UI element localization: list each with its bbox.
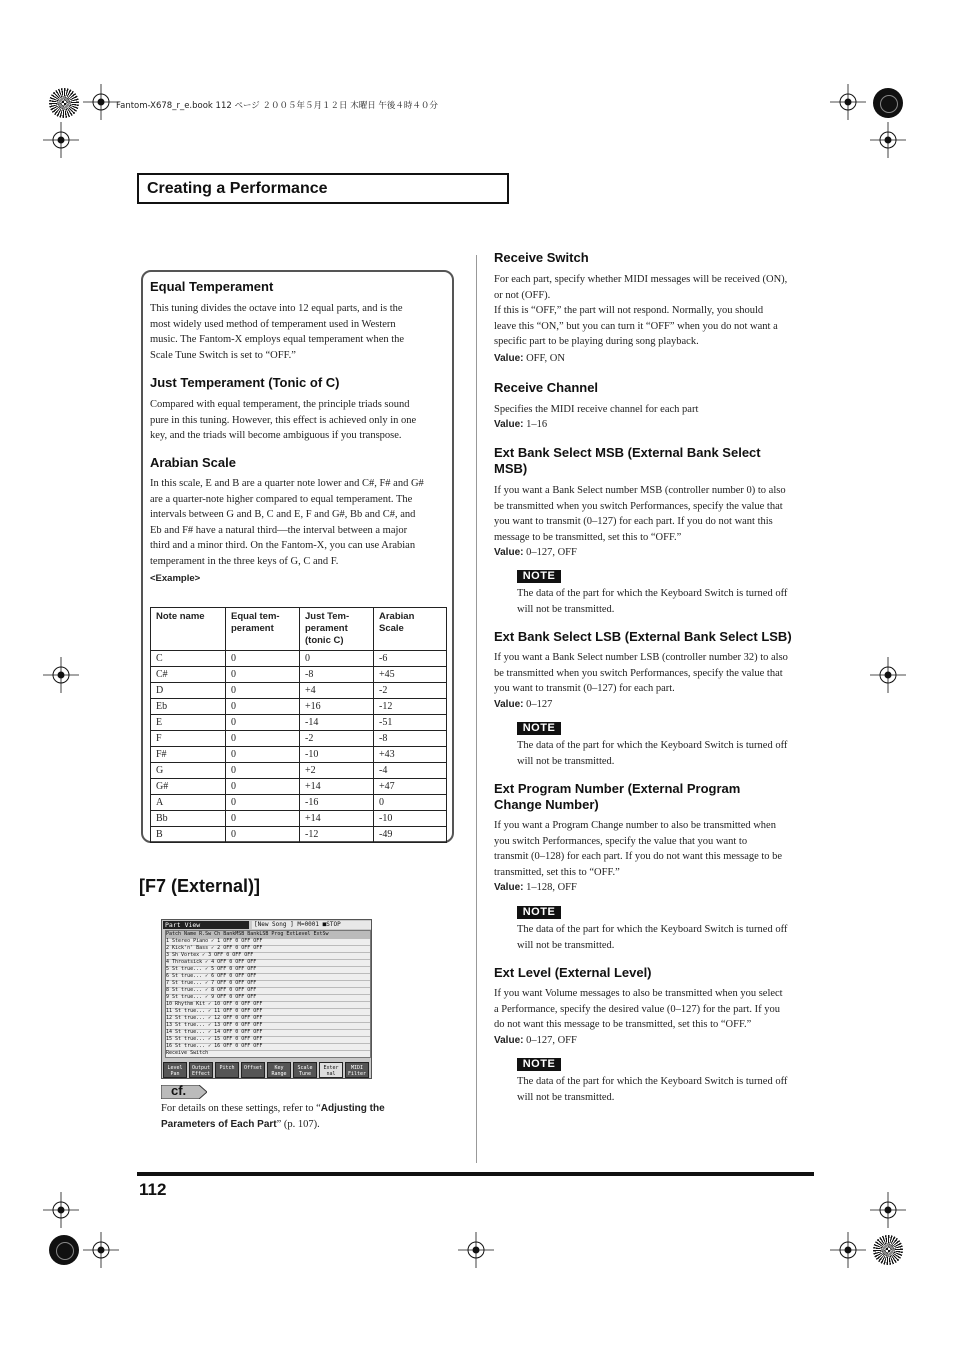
screen-song-field: [New Song ] M=0001 ■STOP <box>252 921 372 929</box>
screen-button[interactable]: Output Effect <box>189 1062 213 1078</box>
screen-row: 12 St true... ✓ 12 OFF 0 OFF OFF <box>166 1015 370 1023</box>
color-target-icon <box>49 88 79 118</box>
screen-row: 1 Stereo Piano ✓ 1 OFF 0 OFF OFF <box>166 938 370 946</box>
note-badge: NOTE <box>517 1058 561 1071</box>
f7-external-heading: [F7 (External)] <box>139 876 261 896</box>
just-temperament-text: Compared with equal temperament, the principle triads sound pure in this tuning. However, this effect is achieved only in one key, and the triads will become ambiguous if you transpose. <box>150 399 417 442</box>
section-title-box <box>137 173 509 204</box>
note-badge: NOTE <box>517 722 561 735</box>
temperament-table <box>150 607 447 843</box>
registration-mark-icon <box>43 657 79 693</box>
cf-reference-link[interactable]: Adjusting the Parameters of Each Part <box>161 1103 385 1130</box>
table-row: D 0 +4 -2 <box>151 683 447 699</box>
screen-row: 13 St true... ✓ 13 OFF 0 OFF OFF <box>166 1022 370 1030</box>
table-row: A 0 -16 0 <box>151 795 447 811</box>
ext-level-text: If you want Volume messages to also be transmitted when you select a Performance, specify the desired value (0–127) for the part. If you do not want this message to be transmitted, set this to “OFF.” <box>494 988 783 1031</box>
column-header: Equal tem- perament <box>226 608 300 651</box>
registration-mark-icon <box>458 1232 494 1268</box>
screen-button-active[interactable]: Exter nal <box>319 1062 343 1078</box>
arabian-scale-heading: Arabian Scale <box>150 455 236 470</box>
screen-button[interactable]: Level Pan <box>163 1062 187 1078</box>
ext-bank-lsb-heading: Ext Bank Select LSB (External Bank Select LSB) <box>494 629 792 644</box>
table-row: C# 0 -8 +45 <box>151 667 447 683</box>
table-row: G 0 +2 -4 <box>151 763 447 779</box>
screen-row: 2 Kick'n' Bass ✓ 2 OFF 0 OFF OFF <box>166 945 370 953</box>
footer-rule <box>137 1172 814 1176</box>
ext-bank-lsb-value: Value: 0–127 <box>494 699 553 710</box>
table-row: Bb 0 +14 -10 <box>151 811 447 827</box>
receive-channel-text: Specifies the MIDI receive channel for each part <box>494 404 699 415</box>
ext-bank-msb-value: Value: 0–127, OFF <box>494 547 577 558</box>
ext-program-heading: Ext Program Number (External Program Change Number) <box>494 781 741 812</box>
note-text: The data of the part for which the Keyboard Switch is turned off will not be transmitted. <box>517 1076 788 1103</box>
screen-row: 14 St true... ✓ 14 OFF 0 OFF OFF <box>166 1029 370 1037</box>
color-target-icon <box>49 1235 79 1265</box>
part-view-screen <box>161 919 372 1079</box>
screen-column-header: Patch Name R.Sw Ch BankMSB BankLSB Prog ExtLevel ExtSw <box>166 931 370 939</box>
screen-function-buttons <box>163 1062 371 1078</box>
equal-temperament-text: This tuning divides the octave into 12 equal parts, and is the most widely used method of temperament used in Western music. The Fantom-X employs equal temperament when the Scale Tune Switch is set to “OFF.” <box>150 303 405 361</box>
receive-channel-value: Value: 1–16 <box>494 419 548 430</box>
table-row: G# 0 +14 +47 <box>151 779 447 795</box>
ext-level-heading: Ext Level (External Level) <box>494 965 652 980</box>
screen-button[interactable]: Scale Tune <box>293 1062 317 1078</box>
ext-level-value: Value: 0–127, OFF <box>494 1035 577 1046</box>
screen-row: 3 Sh Vortex ✓ 3 OFF 0 OFF OFF <box>166 952 370 960</box>
cf-label: cf. <box>171 1083 187 1098</box>
just-temperament-heading: Just Temperament (Tonic of C) <box>150 375 340 390</box>
screen-button[interactable]: Pitch <box>215 1062 239 1078</box>
table-row: F 0 -2 -8 <box>151 731 447 747</box>
column-header: Arabian Scale <box>374 608 447 651</box>
screen-row: 4 Throatsick ✓ 4 OFF 0 OFF OFF <box>166 959 370 967</box>
table-row: Eb 0 +16 -12 <box>151 699 447 715</box>
screen-row: 5 St true... ✓ 5 OFF 0 OFF OFF <box>166 966 370 974</box>
ext-bank-msb-heading: Ext Bank Select MSB (External Bank Select MSB) <box>494 445 761 476</box>
registration-mark-icon <box>43 122 79 158</box>
screen-row: 7 St true... ✓ 7 OFF 0 OFF OFF <box>166 980 370 988</box>
table-row: E 0 -14 -51 <box>151 715 447 731</box>
note-text: The data of the part for which the Keyboard Switch is turned off will not be transmitted. <box>517 924 788 951</box>
registration-mark-icon <box>870 1192 906 1228</box>
receive-channel-heading: Receive Channel <box>494 380 599 395</box>
registration-mark-icon <box>870 657 906 693</box>
ext-program-text: If you want a Program Change number to also be transmitted when you switch Performances, specify the value that you want to transmit (0–128) for each part. If you do not want this message to be transmitted, set this to “OFF.” <box>494 820 783 878</box>
screen-row: 15 St true... ✓ 15 OFF 0 OFF OFF <box>166 1036 370 1044</box>
screen-button[interactable]: Offset <box>241 1062 265 1078</box>
note-badge: NOTE <box>517 570 561 583</box>
receive-switch-text: For each part, specify whether MIDI messages will be received (ON), or not (OFF). If this is “OFF,” the part will not respond. Normally, you should leave this “ON,” but you can turn it “OFF” when you do not want a specific part to be playing during song playback. <box>494 274 788 348</box>
screen-status: Receive Switch <box>166 1050 209 1056</box>
example-label: <Example> <box>150 573 201 584</box>
cf-icon <box>161 1085 207 1099</box>
cf-reference-text: For details on these settings, refer to “Adjusting the Parameters of Each Part” (p. 107). <box>161 1103 385 1130</box>
print-header: Fantom-X678_r_e.book 112 ページ ２００５年５月１２日 木曜日 午後４時４０分 <box>116 101 438 111</box>
registration-mark-icon <box>43 1192 79 1228</box>
registration-mark-icon <box>830 1232 866 1268</box>
table-row: C 0 0 -6 <box>151 651 447 667</box>
note-badge: NOTE <box>517 906 561 919</box>
screen-button[interactable]: MIDI Filter <box>345 1062 369 1078</box>
ext-program-value: Value: 1–128, OFF <box>494 882 577 893</box>
screen-row: 16 St true... ✓ 16 OFF 0 OFF OFF <box>166 1043 370 1051</box>
note-text: The data of the part for which the Keyboard Switch is turned off will not be transmitted. <box>517 740 788 767</box>
screen-row: 6 St true... ✓ 6 OFF 0 OFF OFF <box>166 973 370 981</box>
screen-row: 8 St true... ✓ 8 OFF 0 OFF OFF <box>166 987 370 995</box>
ext-bank-lsb-text: If you want a Bank Select number LSB (controller number 32) to also be transmitted when you switch Performances, specify the value that you want to transmit (0–127) for each part. <box>494 652 788 695</box>
color-target-icon <box>873 1235 903 1265</box>
color-target-icon <box>873 88 903 118</box>
column-header: Just Tem- perament (tonic C) <box>300 608 374 651</box>
table-row: F# 0 -10 +43 <box>151 747 447 763</box>
table-header-row <box>151 608 447 651</box>
ext-bank-msb-text: If you want a Bank Select number MSB (controller number 0) to also be transmitted when you switch Performances, specify the value that you want to transmit (0–127) for each part. If you do not want this message to be transmitted, set this to “OFF.” <box>494 485 786 543</box>
receive-switch-heading: Receive Switch <box>494 250 589 265</box>
screen-row: 11 St true... ✓ 11 OFF 0 OFF OFF <box>166 1008 370 1016</box>
receive-switch-value: Value: OFF, ON <box>494 353 565 364</box>
page-number: 112 <box>139 1180 167 1199</box>
column-header: Note name <box>151 608 226 651</box>
screen-part-grid <box>165 930 371 1058</box>
equal-temperament-heading: Equal Temperament <box>150 279 274 294</box>
screen-row: 9 St true... ✓ 9 OFF 0 OFF OFF <box>166 994 370 1002</box>
column-divider <box>476 255 477 1163</box>
registration-mark-icon <box>870 122 906 158</box>
screen-row: 10 Rhythm Kit ✓ 10 OFF 0 OFF OFF <box>166 1001 370 1009</box>
screen-button[interactable]: Key Range <box>267 1062 291 1078</box>
note-text: The data of the part for which the Keyboard Switch is turned off will not be transmitted. <box>517 588 788 615</box>
registration-mark-icon <box>83 84 119 120</box>
arabian-scale-text: In this scale, E and B are a quarter note lower and C#, F# and G# are a quarter-note higher compared to equal temperament. The intervals between G and B, C and E, F and G#, Bb and C#, and Eb and F# have a natural third—the interval between a major third and a minor third. On the Fantom-X, you can use Arabian temperament in the three keys of G, C and F. <box>150 478 424 567</box>
registration-mark-icon <box>830 84 866 120</box>
table-row: B 0 -12 -49 <box>151 827 447 843</box>
registration-mark-icon <box>83 1232 119 1268</box>
section-title: Creating a Performance <box>147 180 328 197</box>
screen-title: Part View <box>163 921 249 929</box>
